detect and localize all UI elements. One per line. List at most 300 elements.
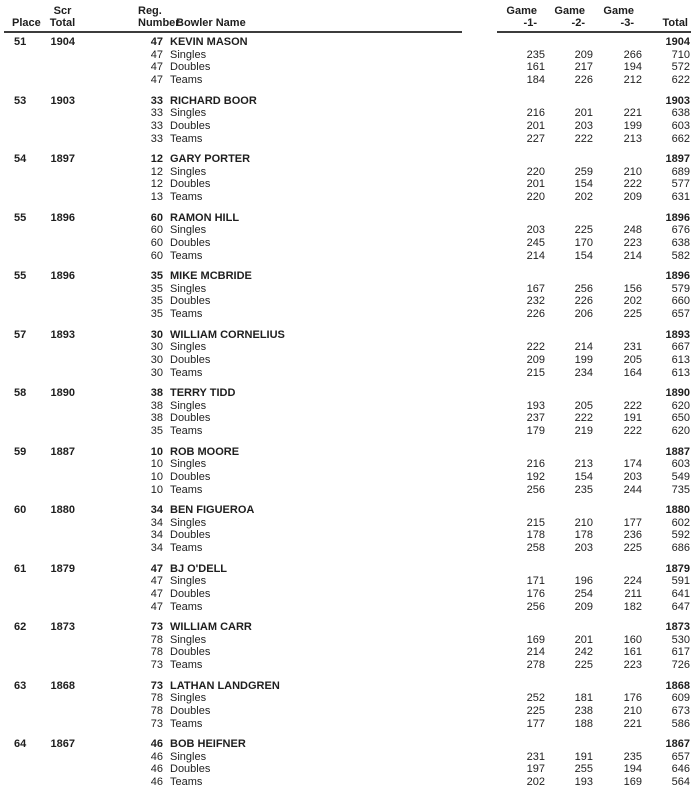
empty-cell [545,387,593,400]
event-row [0,49,699,62]
empty-cell [0,646,45,659]
game1-score: 161 [526,61,545,74]
empty-cell [45,763,80,776]
game3-score: 223 [623,659,642,672]
event-reg-number: 30 [150,341,163,354]
game1-score: 258 [526,542,545,555]
bowler-total-value: 1904 [665,36,690,48]
game2-score: 170 [574,236,593,249]
event-label: Singles [170,224,207,237]
empty-cell [0,74,45,87]
game2-score: 191 [574,750,593,763]
empty-cell [470,738,545,751]
game1-score: 235 [526,48,545,61]
event-total-score: 660 [671,295,690,308]
game3-score: 236 [623,529,642,542]
game3-score: 194 [623,763,642,776]
event-reg-number: 60 [150,249,163,262]
event-label: Singles [170,633,207,646]
event-row [0,237,699,250]
empty-cell [45,166,80,179]
empty-cell [45,542,80,555]
event-row [0,107,699,120]
bowler-block [0,738,699,789]
empty-cell [45,354,80,367]
header-rule-right [497,31,691,33]
bowler-total-value: 1897 [665,153,690,165]
event-label: Teams [170,659,203,672]
event-reg-number: 47 [150,48,163,61]
empty-cell [593,738,642,751]
event-row [0,191,699,204]
bowler-name: BEN FIGUEROA [170,504,255,516]
game1-score: 227 [526,132,545,145]
game2-score: 209 [574,48,593,61]
reg-number-value: 73 [150,679,163,692]
empty-cell [593,680,642,693]
empty-cell [0,718,45,731]
event-label: Singles [170,399,207,412]
event-rows [0,517,699,555]
empty-cell [45,751,80,764]
event-total-score: 617 [671,646,690,659]
empty-cell [593,212,642,225]
event-row [0,425,699,438]
empty-cell [0,367,45,380]
event-label: Doubles [170,646,211,659]
event-reg-number: 47 [150,575,163,588]
empty-cell [545,563,593,576]
col-header-place: Place [12,17,41,29]
event-reg-number: 73 [150,717,163,730]
empty-cell [0,191,45,204]
reg-number-value: 12 [150,153,163,165]
empty-cell [45,471,80,484]
empty-cell [45,718,80,731]
event-total-score: 620 [671,425,690,438]
game1-score: 197 [526,763,545,776]
game1-score: 193 [526,399,545,412]
event-row [0,283,699,296]
game2-score: 235 [574,483,593,496]
event-total-score: 579 [671,282,690,295]
game1-score: 225 [526,704,545,717]
game1-score: 176 [526,587,545,600]
bowler-block [0,563,699,614]
event-reg-number: 12 [150,178,163,191]
reg-number-value: 33 [150,94,163,107]
header-divider [0,31,699,33]
place-value: 59 [14,445,27,458]
event-label: Singles [170,48,207,61]
event-total-score: 689 [671,165,690,178]
game2-score: 222 [574,132,593,145]
game1-score: 209 [526,353,545,366]
game2-score: 219 [574,425,593,438]
game1-score: 222 [526,341,545,354]
game1-score: 201 [526,119,545,132]
reg-number-value: 34 [150,504,163,516]
empty-cell [0,517,45,530]
event-row [0,601,699,614]
empty-cell [545,446,593,459]
event-row [0,166,699,179]
empty-cell [45,250,80,263]
bowler-summary-row [0,95,699,108]
event-label: Doubles [170,529,211,542]
bowler-name: GARY PORTER [170,153,251,165]
event-total-score: 650 [671,412,690,425]
reg-number-value: 73 [150,621,163,633]
scratch-total-value: 1867 [50,738,75,750]
col-header-number: Number [138,17,180,29]
empty-cell [593,95,642,108]
event-total-score: 591 [671,575,690,588]
empty-cell [0,250,45,263]
empty-cell [45,367,80,380]
empty-cell [593,504,642,517]
game2-score: 206 [574,308,593,321]
empty-cell [470,212,545,225]
game3-score: 194 [623,61,642,74]
empty-cell [0,659,45,672]
bowler-block [0,621,699,672]
empty-cell [45,517,80,530]
event-label: Doubles [170,763,211,776]
event-reg-number: 33 [150,119,163,132]
event-label: Singles [170,282,207,295]
game1-score: 252 [526,692,545,705]
empty-cell [45,133,80,146]
event-label: Doubles [170,470,211,483]
empty-cell [470,446,545,459]
game1-score: 245 [526,236,545,249]
game1-score: 226 [526,308,545,321]
empty-cell [545,153,593,166]
game1-score: 169 [526,633,545,646]
event-total-score: 641 [671,587,690,600]
game3-score: 221 [623,107,642,120]
game2-score: 225 [574,224,593,237]
game3-score: 225 [623,542,642,555]
empty-cell [0,49,45,62]
event-total-score: 622 [671,74,690,87]
empty-cell [45,425,80,438]
empty-cell [45,224,80,237]
bowler-name: RAMON HILL [170,211,240,224]
event-row [0,751,699,764]
empty-cell [593,270,642,283]
empty-cell [0,308,45,321]
game3-score: 164 [623,366,642,379]
bowler-summary-row [0,446,699,459]
scratch-total-value: 1896 [50,270,75,282]
game2-score: 199 [574,353,593,366]
col-header-scr-total: Total [49,17,76,29]
event-total-score: 657 [671,308,690,321]
game2-score: 205 [574,399,593,412]
event-reg-number: 46 [150,763,163,776]
event-total-score: 662 [671,132,690,145]
place-value: 58 [14,387,27,399]
game2-score: 226 [574,74,593,87]
event-total-score: 586 [671,717,690,730]
game3-score: 222 [623,178,642,191]
game1-score: 201 [526,178,545,191]
event-rows [0,400,699,438]
event-label: Doubles [170,704,211,717]
game3-score: 161 [623,646,642,659]
empty-cell [0,400,45,413]
empty-cell [0,542,45,555]
event-reg-number: 38 [150,399,163,412]
empty-cell [0,529,45,542]
event-reg-number: 47 [150,600,163,613]
bowler-name: MIKE MCBRIDE [170,270,252,282]
empty-cell [593,153,642,166]
game2-score: 154 [574,178,593,191]
game2-score: 203 [574,542,593,555]
event-row [0,354,699,367]
game3-score: 213 [623,132,642,145]
game2-score: 255 [574,763,593,776]
empty-cell [470,95,545,108]
bowler-total-value: 1890 [665,387,690,399]
place-value: 55 [14,211,27,224]
game2-score: 178 [574,529,593,542]
empty-cell [45,601,80,614]
bowler-summary-row [0,563,699,576]
empty-cell [0,705,45,718]
bowler-total-value: 1903 [665,94,690,107]
empty-cell [0,133,45,146]
game1-score: 220 [526,165,545,178]
event-label: Singles [170,458,207,471]
event-row [0,718,699,731]
event-total-score: 638 [671,236,690,249]
event-label: Teams [170,308,203,321]
empty-cell [545,738,593,751]
game2-score: 154 [574,249,593,262]
col-header-game2: -2- [571,17,585,29]
event-total-score: 710 [671,48,690,61]
game1-score: 171 [526,575,545,588]
empty-cell [0,575,45,588]
empty-cell [0,471,45,484]
event-label: Teams [170,191,203,204]
event-total-score: 564 [671,776,690,789]
empty-cell [0,601,45,614]
empty-cell [0,692,45,705]
empty-cell [0,237,45,250]
empty-cell [45,400,80,413]
game3-score: 210 [623,704,642,717]
event-row [0,575,699,588]
empty-cell [45,646,80,659]
empty-cell [0,776,45,789]
bowler-block [0,680,699,731]
event-reg-number: 10 [150,483,163,496]
event-row [0,400,699,413]
bowler-block [0,153,699,204]
place-value: 53 [14,94,27,107]
empty-cell [0,341,45,354]
col-header-scr: Scr [53,5,72,17]
event-row [0,458,699,471]
bowler-block [0,387,699,438]
game1-score: 231 [526,750,545,763]
reg-number-value: 30 [150,328,163,341]
game3-score: 174 [623,458,642,471]
scratch-total-value: 1896 [50,211,75,224]
bowler-total-value: 1896 [665,211,690,224]
empty-cell [45,634,80,647]
event-label: Singles [170,165,207,178]
empty-cell [0,588,45,601]
empty-cell [593,563,642,576]
game2-score: 238 [574,704,593,717]
bowler-summary-row [0,153,699,166]
event-rows [0,341,699,379]
bowler-block [0,329,699,380]
event-total-score: 735 [671,483,690,496]
game2-score: 242 [574,646,593,659]
scratch-total-value: 1873 [50,621,75,633]
event-row [0,588,699,601]
event-label: Singles [170,516,207,529]
event-reg-number: 46 [150,750,163,763]
game1-score: 237 [526,412,545,425]
game3-score: 199 [623,119,642,132]
header-rule-left [4,31,462,33]
event-total-score: 603 [671,119,690,132]
empty-cell [470,680,545,693]
scratch-total-value: 1880 [50,504,75,516]
game3-score: 214 [623,249,642,262]
event-reg-number: 78 [150,633,163,646]
empty-cell [0,763,45,776]
event-label: Teams [170,132,203,145]
event-label: Teams [170,717,203,730]
game1-score: 214 [526,249,545,262]
empty-cell [0,178,45,191]
bowler-total-value: 1873 [665,621,690,633]
event-total-score: 667 [671,341,690,354]
empty-cell [45,529,80,542]
game1-score: 214 [526,646,545,659]
place-value: 62 [14,621,27,633]
bowler-summary-row [0,36,699,49]
event-total-score: 577 [671,178,690,191]
place-value: 55 [14,270,27,282]
game3-score: 156 [623,282,642,295]
header-line-1 [0,5,699,17]
game2-score: 154 [574,470,593,483]
event-label: Doubles [170,236,211,249]
empty-cell [470,270,545,283]
empty-cell [470,563,545,576]
place-value: 57 [14,328,27,341]
scratch-total-value: 1879 [50,562,75,575]
empty-cell [642,5,690,17]
game1-score: 184 [526,74,545,87]
event-rows [0,751,699,789]
empty-cell [0,166,45,179]
place-value: 63 [14,679,27,692]
game2-score: 203 [574,119,593,132]
bowler-name: BJ O'DELL [170,562,228,575]
empty-cell [45,283,80,296]
game3-score: 202 [623,295,642,308]
game1-score: 216 [526,458,545,471]
empty-cell [0,412,45,425]
event-reg-number: 47 [150,74,163,87]
game1-score: 178 [526,529,545,542]
event-reg-number: 10 [150,458,163,471]
game2-score: 210 [574,516,593,529]
event-reg-number: 34 [150,516,163,529]
empty-cell [45,458,80,471]
event-rows [0,575,699,613]
game1-score: 232 [526,295,545,308]
empty-cell [593,329,642,342]
event-row [0,705,699,718]
game1-score: 256 [526,600,545,613]
empty-cell [0,458,45,471]
reg-number-value: 60 [150,211,163,224]
empty-cell [545,504,593,517]
game2-score: 193 [574,776,593,789]
empty-cell [45,659,80,672]
empty-cell [45,178,80,191]
event-total-score: 592 [671,529,690,542]
game1-score: 215 [526,366,545,379]
empty-cell [545,621,593,634]
game1-score: 203 [526,224,545,237]
event-label: Teams [170,425,203,438]
event-rows [0,224,699,262]
header-line-2 [0,17,699,29]
event-label: Teams [170,483,203,496]
empty-cell [45,295,80,308]
place-value: 51 [14,36,27,48]
bowler-block [0,504,699,555]
event-total-score: 582 [671,249,690,262]
results-list [0,36,699,789]
empty-cell [545,329,593,342]
event-rows [0,49,699,87]
event-rows [0,107,699,145]
game1-score: 167 [526,282,545,295]
event-label: Doubles [170,119,211,132]
place-value: 60 [14,504,27,516]
event-reg-number: 46 [150,776,163,789]
game3-score: 209 [623,191,642,204]
bowler-block [0,212,699,263]
event-rows [0,166,699,204]
event-label: Doubles [170,61,211,74]
empty-cell [45,191,80,204]
game2-score: 226 [574,295,593,308]
game3-score: 223 [623,236,642,249]
scratch-total-value: 1904 [50,36,75,48]
game1-score: 202 [526,776,545,789]
game3-score: 160 [623,633,642,646]
event-row [0,412,699,425]
event-label: Singles [170,750,207,763]
col-header-total: Total [662,17,688,29]
empty-cell [45,588,80,601]
